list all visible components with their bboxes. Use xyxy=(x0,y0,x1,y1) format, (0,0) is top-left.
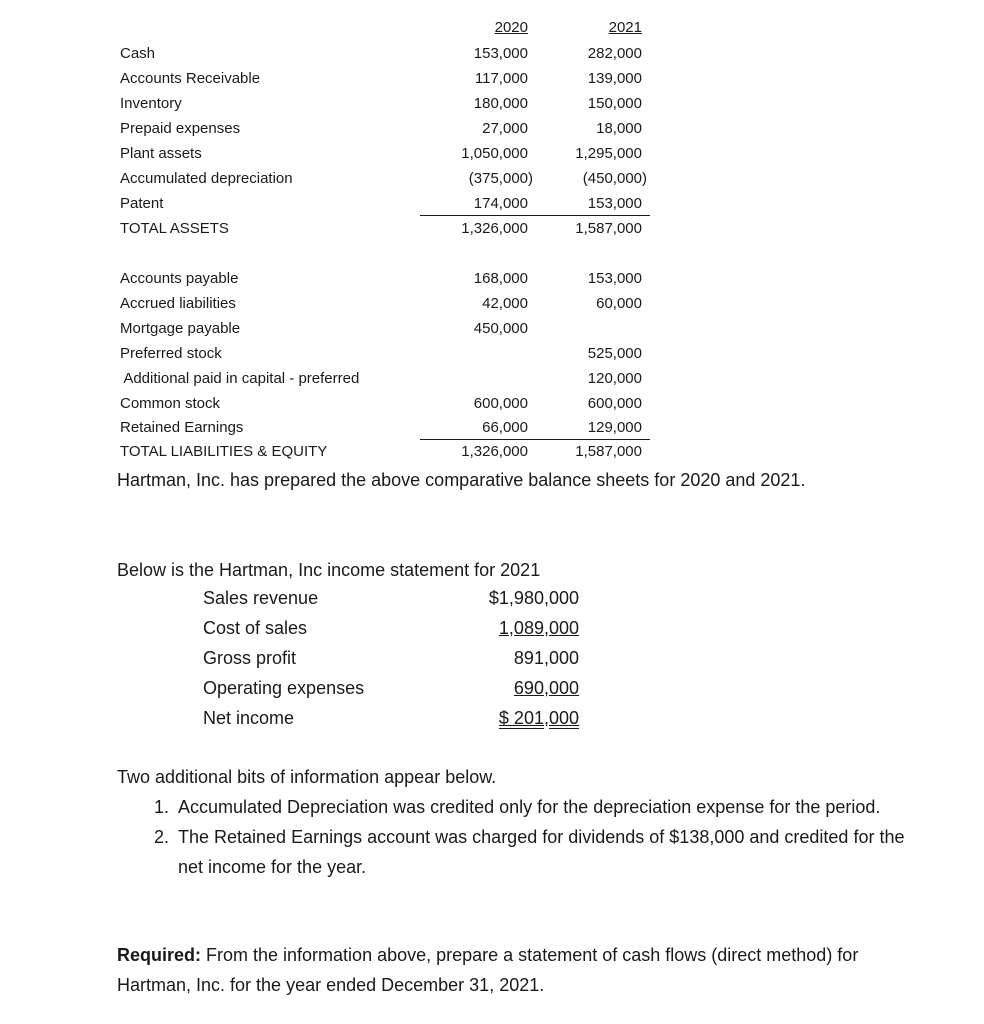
asset-2020: 1,050,000 xyxy=(461,145,528,162)
is-value: 690,000 xyxy=(513,678,579,698)
total-rule xyxy=(420,215,650,216)
asset-2021: 150,000 xyxy=(587,95,642,112)
intro-paragraph: Hartman, Inc. has prepared the above comparative balance sheets for 2020 and 2021. xyxy=(117,470,806,490)
equity-2021: 525,000 xyxy=(587,345,642,362)
liability-2021: 153,000 xyxy=(587,270,642,287)
list-item: 2. The Retained Earnings account was charged for dividends of $138,000 and credited for the net income for the year. xyxy=(174,822,934,882)
total-liabilities-equity-2020: 1,326,000 xyxy=(461,443,528,460)
asset-label: Inventory xyxy=(120,95,182,112)
total-assets-label: TOTAL ASSETS xyxy=(120,220,229,237)
list-item: 1. Accumulated Depreciation was credited only for the depreciation expense for the period. xyxy=(174,792,934,822)
asset-2020: 174,000 xyxy=(473,195,528,212)
total-rule xyxy=(420,439,650,440)
asset-label: Accumulated depreciation xyxy=(120,170,293,187)
equity-2020: 600,000 xyxy=(473,395,528,412)
liability-label: Mortgage payable xyxy=(120,320,241,337)
asset-2021: 139,000 xyxy=(587,70,642,87)
liability-label: Accrued liabilities xyxy=(120,295,236,312)
equity-label: Common stock xyxy=(120,395,221,412)
is-label: Operating expenses xyxy=(203,678,365,698)
is-value: $ 201,000 xyxy=(498,708,579,728)
total-liabilities-equity-2021: 1,587,000 xyxy=(575,443,642,460)
equity-label: Preferred stock xyxy=(120,345,222,362)
income-statement-title: Below is the Hartman, Inc income statement for 2021 xyxy=(117,560,541,580)
equity-2021: 600,000 xyxy=(587,395,642,412)
asset-label: Prepaid expenses xyxy=(120,120,241,137)
additional-info-list xyxy=(117,792,934,882)
is-value: 891,000 xyxy=(513,648,579,668)
required-text: From the information above, prepare a statement of cash flows (direct method) for Hartman, Inc. for the year ended December 31, 2021. xyxy=(117,945,859,995)
is-label: Net income xyxy=(203,708,295,728)
liability-2020: 168,000 xyxy=(473,270,528,287)
asset-2021: 18,000 xyxy=(596,120,642,137)
asset-label: Accounts Receivable xyxy=(120,70,261,87)
asset-label: Cash xyxy=(120,45,156,62)
is-label: Gross profit xyxy=(203,648,297,668)
asset-2020: (375,000) xyxy=(468,170,533,187)
additional-info-heading: Two additional bits of information appear below. xyxy=(117,767,497,787)
liability-2021: 60,000 xyxy=(596,295,642,312)
liability-2020: 42,000 xyxy=(482,295,528,312)
total-liabilities-equity-label: TOTAL LIABILITIES & EQUITY xyxy=(120,443,328,460)
asset-2021: 153,000 xyxy=(587,195,642,212)
required-label: Required: xyxy=(117,945,202,965)
equity-2020: 66,000 xyxy=(482,419,528,436)
asset-2021: 1,295,000 xyxy=(575,145,642,162)
is-label: Sales revenue xyxy=(203,588,319,608)
total-assets-2020: 1,326,000 xyxy=(461,220,528,237)
asset-2020: 153,000 xyxy=(473,45,528,62)
liability-label: Accounts payable xyxy=(120,270,239,287)
equity-label: Retained Earnings xyxy=(120,419,244,436)
is-label: Cost of sales xyxy=(203,618,308,638)
asset-2021: 282,000 xyxy=(587,45,642,62)
header-2020: 2020 xyxy=(494,19,528,36)
equity-2021: 120,000 xyxy=(587,370,642,387)
required-paragraph xyxy=(117,940,877,1000)
asset-label: Patent xyxy=(120,195,164,212)
is-value: $1,980,000 xyxy=(488,588,579,608)
is-value: 1,089,000 xyxy=(498,618,579,638)
asset-2020: 180,000 xyxy=(473,95,528,112)
asset-label: Plant assets xyxy=(120,145,202,162)
asset-2020: 117,000 xyxy=(474,70,528,87)
total-assets-2021: 1,587,000 xyxy=(575,220,642,237)
liability-2020: 450,000 xyxy=(473,320,528,337)
equity-2021: 129,000 xyxy=(587,419,642,436)
asset-2020: 27,000 xyxy=(482,120,528,137)
header-2021: 2021 xyxy=(608,19,642,36)
equity-label: Additional paid in capital - preferred xyxy=(120,370,360,387)
asset-2021: (450,000) xyxy=(582,170,647,187)
